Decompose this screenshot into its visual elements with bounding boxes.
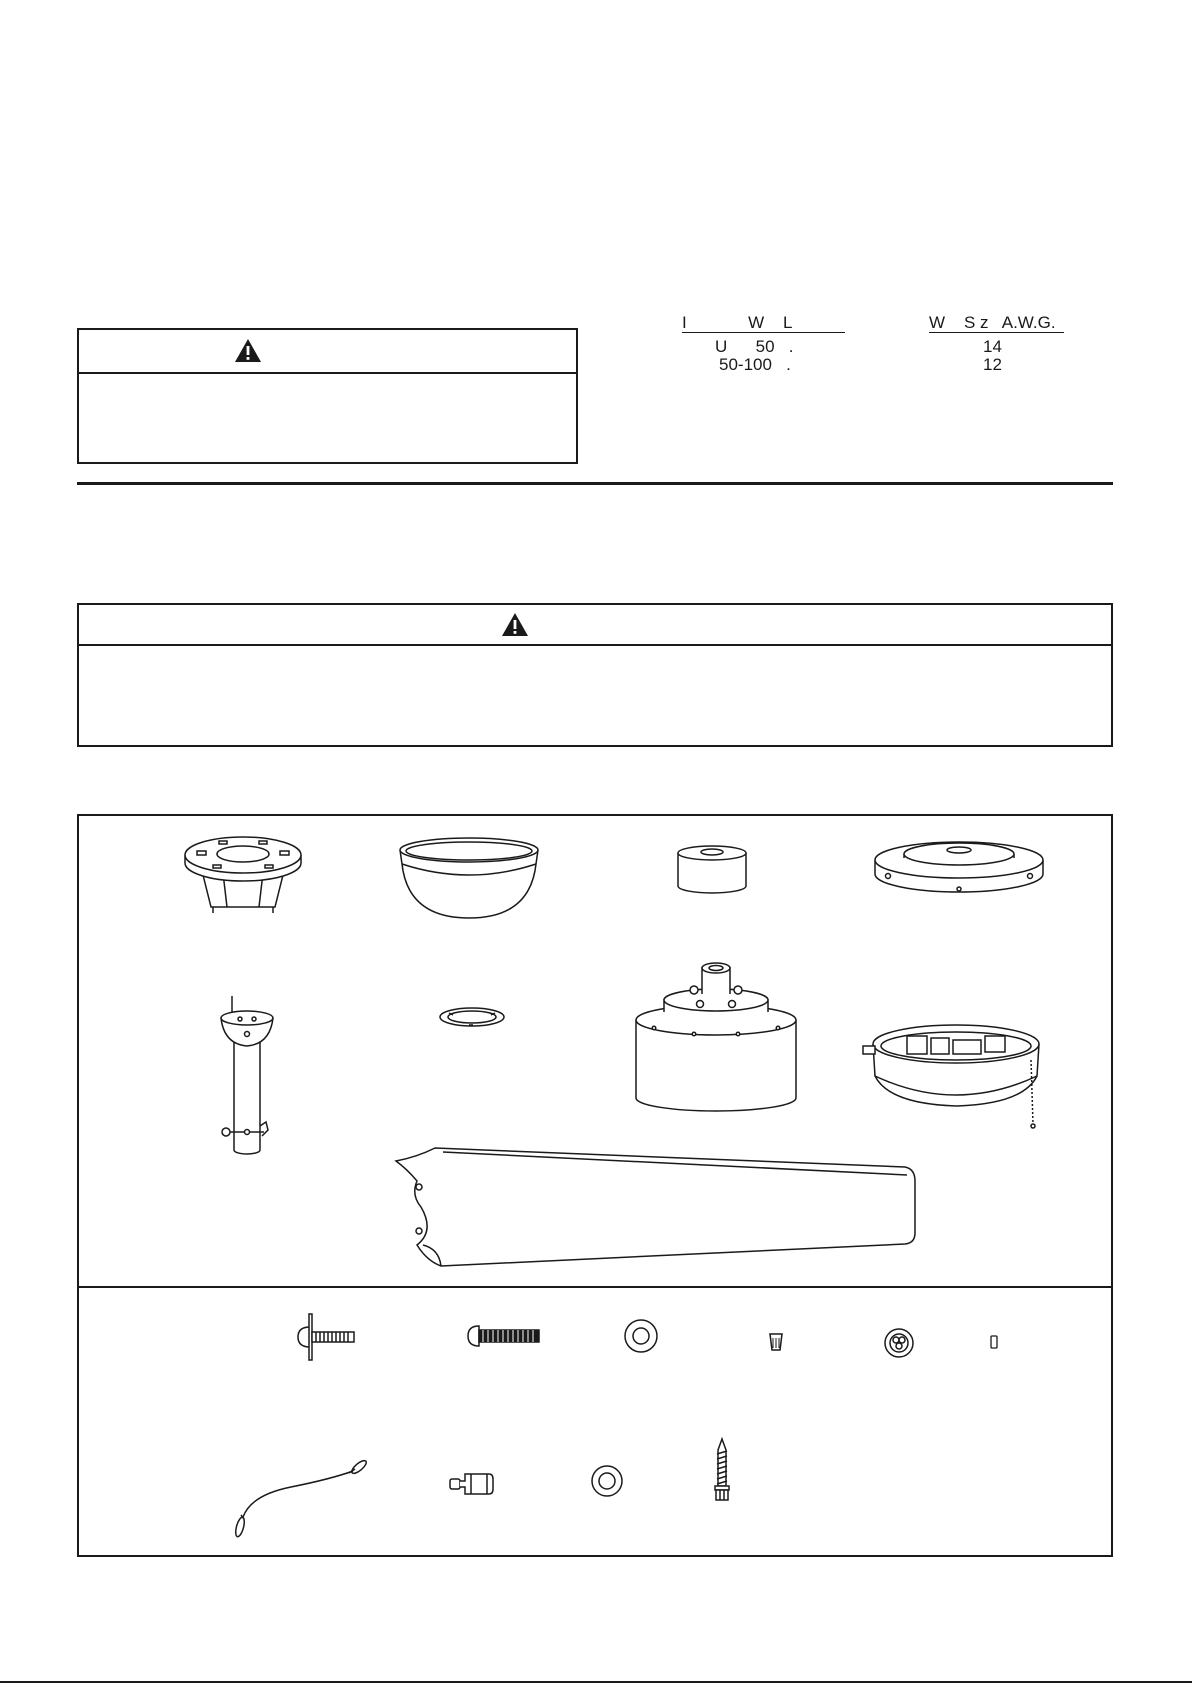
mounting-bracket-illustration: [183, 833, 303, 917]
blade-screw-with-washer-illustration: [296, 1313, 358, 1361]
wood-screw-illustration: [712, 1438, 732, 1502]
length-cell-row-2: 50-100 .: [719, 355, 791, 374]
gauge-cell-row-1: 14: [983, 337, 1002, 356]
downrod-illustration: [220, 994, 274, 1156]
warning-box-2-header: [79, 605, 1111, 646]
page-bottom-rule: [0, 1681, 1192, 1683]
warning-box-1: [77, 328, 578, 464]
flat-washer-illustration: [623, 1318, 659, 1354]
motor-bolt-illustration: [467, 1322, 541, 1350]
warning-triangle-icon: [501, 612, 529, 637]
lock-washer-illustration: [590, 1464, 624, 1498]
grommet-illustration: [883, 1327, 915, 1359]
canopy-illustration: [398, 836, 540, 920]
small-fastener-illustration: [990, 1335, 998, 1349]
gauge-cell-row-2: 12: [983, 355, 1002, 374]
warning-box-2: [77, 603, 1113, 747]
hanger-clip-illustration: [449, 1471, 495, 1497]
warning-triangle-icon: [234, 338, 262, 363]
gauge-column-header: W S z A.W.G.: [929, 314, 1064, 333]
switch-housing-illustration: [863, 1014, 1045, 1129]
trim-ring-illustration: [439, 1007, 505, 1027]
parts-hardware-divider: [77, 1286, 1113, 1288]
switch-cap-plate-illustration: [874, 836, 1044, 894]
warning-box-1-header: [79, 330, 576, 374]
length-cell-row-1: U 50 .: [715, 337, 794, 356]
fan-blade-illustration: [395, 1145, 917, 1267]
wire-nut-illustration: [769, 1332, 783, 1352]
motor-assembly-illustration: [634, 960, 798, 1113]
section-divider: [77, 482, 1113, 485]
coupling-cover-illustration: [675, 844, 749, 894]
length-column-header: I W L: [682, 314, 845, 333]
safety-cable-illustration: [231, 1457, 369, 1539]
